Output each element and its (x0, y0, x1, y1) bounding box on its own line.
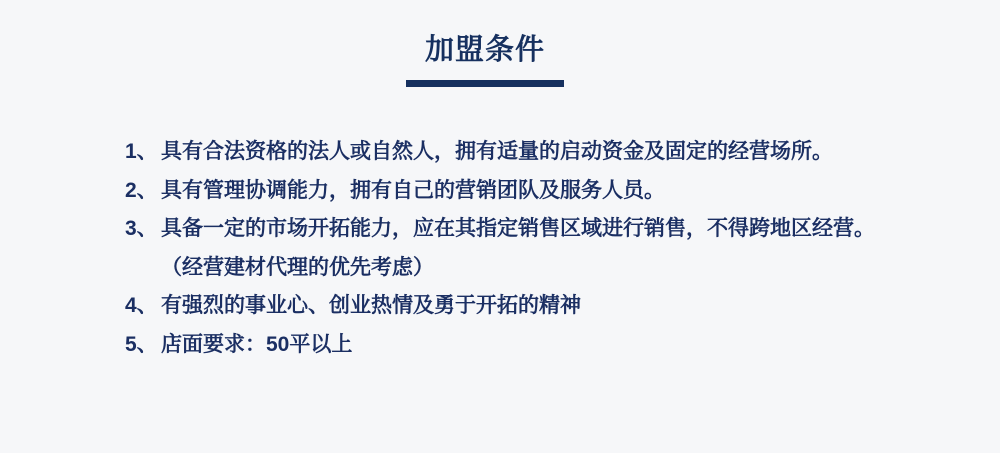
list-item (125, 287, 960, 326)
list-item (125, 210, 960, 249)
item-number: 5、 (125, 332, 158, 356)
item-text: 有强烈的事业心、创业热情及勇于开拓的精神 (161, 294, 581, 317)
list-item-note (125, 249, 960, 288)
item-text: 具有合法资格的法人或自然人，拥有适量的启动资金及固定的经营场所。 (161, 140, 833, 163)
item-number: 2、 (125, 178, 158, 202)
list-item (125, 133, 960, 172)
list-item (125, 172, 960, 211)
item-text: 具有管理协调能力，拥有自己的营销团队及服务人员。 (161, 178, 665, 202)
item-note-text: （经营建材代理的优先考虑） (161, 255, 434, 279)
list-item (125, 326, 960, 365)
section-title: 加盟条件 (424, 34, 545, 66)
item-number: 1、 (125, 140, 158, 163)
item-text: 具备一定的市场开拓能力，应在其指定销售区域进行销售，不得跨地区经营。 (161, 217, 875, 240)
item-number: 4、 (125, 294, 158, 317)
conditions-list (125, 133, 960, 364)
item-number: 3、 (125, 217, 158, 240)
section-header (0, 0, 970, 87)
item-text: 店面要求：50平以上 (161, 332, 353, 356)
title-underline (406, 80, 564, 87)
